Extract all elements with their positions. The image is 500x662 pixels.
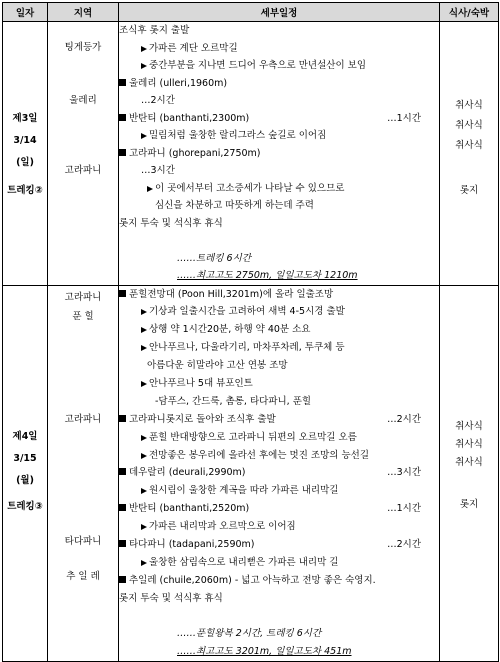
day3-meal-cell [440, 22, 499, 286]
header-detail: 세부일정 [119, 3, 440, 22]
square-bullet-icon [119, 114, 126, 121]
day4-line: 원시림이 울창한 계곡을 따라 가파른 내리막길 [119, 482, 439, 500]
day3-weekday: (일) [16, 157, 34, 168]
day3-duration: …2시간 [141, 95, 175, 106]
itinerary-table [2, 2, 499, 662]
square-bullet-icon [119, 540, 126, 547]
day3-line: 심신을 차분하고 따뜻하게 하는데 주력 [155, 200, 314, 211]
day4-line: 롯지 투숙 및 석식후 휴식 [119, 592, 223, 604]
day4-area-cell [48, 285, 119, 662]
day4-area-4: 타다파니 [64, 535, 102, 547]
arrow-icon [141, 345, 147, 351]
day3-waypoint: 반탄티 (banthanti,2300m) …1시간 [119, 110, 439, 128]
square-bullet-icon [119, 504, 126, 511]
day3-trek-label: 트레킹② [7, 185, 43, 196]
header-row [3, 3, 499, 22]
arrow-icon [141, 488, 147, 494]
arrow-icon [141, 133, 147, 139]
arrow-icon [147, 186, 153, 192]
day4-meal-1: 취사식 [455, 420, 483, 432]
arrow-icon [141, 327, 147, 333]
day3-summary: ……최고고도 2750m, 일일고도차 1210m [177, 270, 358, 281]
day4-area-5: 추 일 레 [66, 570, 100, 582]
day3-meal-3: 취사식 [455, 140, 483, 151]
day3-meal-1: 취사식 [455, 100, 483, 111]
arrow-icon [141, 46, 147, 52]
day3-detail-cell [119, 22, 440, 286]
arrow-icon [141, 560, 147, 566]
day3-day: 제3일 [12, 113, 38, 124]
square-bullet-icon [119, 415, 126, 422]
day3-line: 이 곳에서부터 고소증세가 나타날 수 있으므로 [119, 180, 439, 198]
day4-date: 3/15 [13, 452, 37, 464]
day3-date-cell [3, 22, 48, 286]
day3-line: 밀림처럼 울창한 랄리그라스 숲길로 이어짐 [119, 127, 439, 145]
arrow-icon [141, 63, 147, 69]
day4-waypoint: 추일레 (chuile,2060m) - 넓고 아늑하고 전망 좋은 숙영지. [119, 572, 439, 590]
square-bullet-icon [119, 79, 126, 86]
arrow-icon [141, 309, 147, 315]
day3-area-2: 울레리 [69, 95, 97, 106]
day4-line: 푼힐 반대방향으로 고라파니 뒤편의 오르막길 오름 [119, 429, 439, 447]
day4-line: 아름다운 히말라야 고산 연봉 조망 [147, 360, 288, 372]
square-bullet-icon [119, 576, 126, 583]
day3-line: 롯지 투숙 및 석식후 휴식 [119, 217, 223, 229]
day3-meal-2: 취사식 [455, 120, 483, 131]
day4-area-1: 고라파니 [64, 291, 102, 303]
day4-line: 울창한 삼림속으로 내리뻗은 가파른 내리막 길 [119, 554, 439, 572]
arrow-icon [141, 381, 147, 387]
day4-line: 전망좋은 봉우리에 올라선 후에는 멋진 조망의 능선길 [119, 447, 439, 465]
day3-lodging: 롯지 [459, 185, 479, 196]
day4-waypoint: 타다파니 (tadapani,2590m) …2시간 [119, 536, 439, 554]
day4-meal-3: 취사식 [455, 456, 483, 468]
day4-row [3, 285, 499, 662]
day4-lodging: 롯지 [459, 498, 479, 510]
day3-area-1: 팅게등가 [64, 42, 102, 53]
day4-line: 안나푸르나, 다울라기리, 마차푸차레, 투쿠체 등 [119, 339, 439, 357]
day4-summary: ……최고고도 3201m, 일일고도차 451m [177, 646, 352, 658]
arrow-icon [141, 453, 147, 459]
day3-waypoint: 고라파니 (ghorepani,2750m) [119, 145, 439, 163]
day4-line: 가파른 내리막과 오르막으로 이어짐 [119, 518, 439, 536]
day4-line: 안나푸르나 5대 뷰포인트 [119, 375, 439, 393]
day4-date-cell [3, 285, 48, 662]
square-bullet-icon [119, 468, 126, 475]
day4-meal-2: 취사식 [455, 438, 483, 450]
day3-waypoint: 울레리 (ulleri,1960m) [119, 75, 439, 93]
day3-summary: ……트레킹 6시간 [177, 252, 251, 264]
day3-row [3, 22, 499, 286]
day3-area-3: 고라파니 [64, 165, 102, 176]
day4-area-3: 고라파니 [64, 413, 102, 425]
day3-date: 3/14 [13, 135, 37, 146]
square-bullet-icon [119, 149, 126, 156]
day3-area-cell [48, 22, 119, 286]
day4-waypoint: 푼힐전망대 (Poon Hill,3201m)에 올라 일출조망 [119, 286, 439, 304]
day3-line: 중간부분을 지나면 드디어 우측으로 만년설산이 보임 [119, 57, 439, 75]
day4-waypoint: 고라파니롯지로 돌아와 조식후 출발 …2시간 [119, 411, 439, 429]
day4-day: 제4일 [12, 430, 38, 442]
header-day: 일자 [3, 3, 48, 22]
day4-waypoint: 데우랄리 (deurali,2990m) …3시간 [119, 464, 439, 482]
day4-waypoint: 반탄티 (banthanti,2520m) …1시간 [119, 500, 439, 518]
day4-trek-label: 트레킹③ [7, 500, 43, 512]
day4-line: -담푸스, 간드룩, 촘롱, 타다파니, 푼힐 [155, 395, 312, 407]
day4-area-2: 푼 힐 [72, 310, 94, 322]
day4-summary: ……푼힐왕복 2시간, 트레킹 6시간 [177, 628, 322, 640]
day4-meal-cell [440, 285, 499, 662]
arrow-icon [141, 435, 147, 441]
header-area: 지역 [48, 3, 119, 22]
day3-line: 조식후 롯지 출발 [119, 25, 190, 36]
day3-duration: …3시간 [141, 165, 175, 176]
square-bullet-icon [119, 290, 126, 297]
header-meal: 식사/숙박 [440, 3, 499, 22]
day3-line: 가파른 계단 오르막길 [119, 40, 439, 58]
day4-line: 상행 약 1시간20분, 하행 약 40분 소요 [119, 321, 439, 339]
day4-detail-cell [119, 285, 440, 662]
day4-weekday: (월) [16, 474, 34, 486]
day4-line: 기상과 일출시간을 고려하여 새벽 4-5시경 출발 [119, 303, 439, 321]
arrow-icon [141, 524, 147, 530]
